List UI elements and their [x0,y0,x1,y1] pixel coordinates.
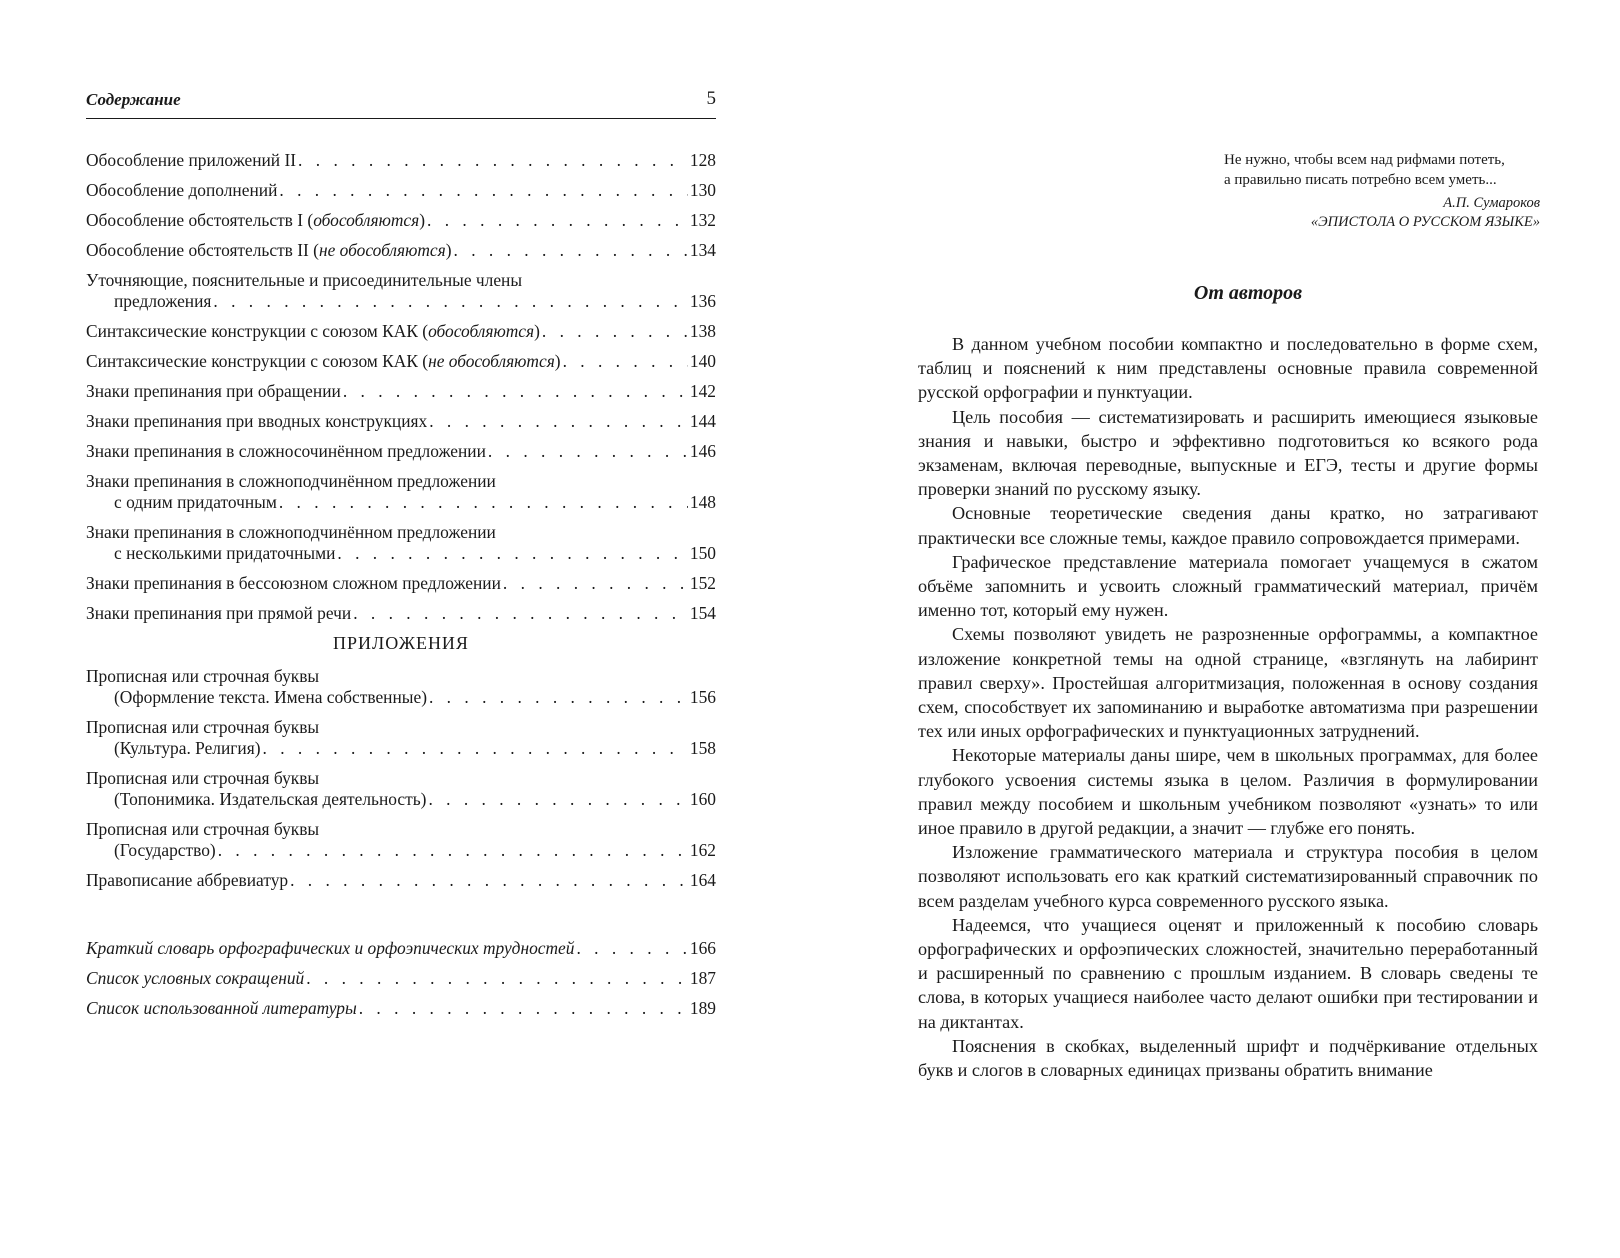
running-head-title: Содержание [86,90,181,109]
toc-entry[interactable]: Знаки препинания при обращении . . . 142 [86,381,716,402]
toc-entry[interactable]: Прописная или строчная буквы (Культура. Религия) . . . 158 [86,717,716,759]
toc-entry[interactable]: Синтаксические конструкции с союзом КАК (не обособляются) . . . 140 [86,351,716,372]
toc-entry[interactable]: Обособление дополнений . . . 130 [86,180,716,201]
toc-entry[interactable]: Знаки препинания в сложноподчинённом предложении с несколькими придаточными . . . 150 [86,522,716,564]
appendix-heading: ПРИЛОЖЕНИЯ [333,633,469,653]
toc-entry[interactable]: Обособление приложений II . . . 128 [86,150,716,171]
page-number: 5 [706,88,716,109]
toc-entry[interactable]: Обособление обстоятельств II (не обособляются) . . . 134 [86,240,716,261]
paragraph: Графическое представление материала помогает учащемуся в сжатом объёме запомнить и усвоить сложный грамматический материал, причём именно тот, который ему нужен. [918,551,1538,621]
paragraph: Изложение грамматического материала и структура пособия в целом позволяют использовать его как краткий систематизированный справочник по всем разделам учебного курса современного русского языка. [918,842,1538,911]
running-head [86,90,716,119]
epigraph-author: А.П. Сумароков [1443,195,1540,211]
toc-entry[interactable]: Краткий словарь орфографических и орфоэпических трудностей . . . 166 [86,938,716,959]
epigraph [1224,150,1540,232]
toc-entry[interactable]: Знаки препинания при прямой речи . . . 154 [86,603,716,624]
paragraph: Пояснения в скобках, выделенный шрифт и подчёркивание отдельных букв и слогов в словарных единицах призваны обратить внимание [918,1035,1538,1081]
table-of-contents [86,150,716,1028]
toc-entry[interactable]: Список условных сокращений . . . 187 [86,968,716,989]
toc-entry[interactable]: Прописная или строчная буквы (Оформление текста. Имена собственные) . . . 156 [86,666,716,708]
toc-entry[interactable]: Правописание аббревиатур . . . 164 [86,870,716,891]
paragraph: Некоторые материалы даны шире, чем в школьных программах, для более глубокого усвоения системы языка в целом. Различия в формулировании правил между пособием и школьным учебником позволяют «узнать» то или иное правило в другой редакции, а значит — глубже его понять. [918,745,1538,839]
paragraph: Надеемся, что учащиеся оценят и приложенный к пособию словарь орфографических и орфоэпических сложностей, значительно переработанный и расширенный по сравнению с прошлым изданием. В словарь сведены те слова, в которых учащиеся наиболее часто делают ошибки при тестировании и на диктантах. [918,914,1538,1032]
toc-entry[interactable]: Синтаксические конструкции с союзом КАК (обособляются) . . . 138 [86,321,716,342]
section-heading: От авторов [1193,282,1303,304]
paragraph: Схемы позволяют увидеть не разрозненные орфограммы, а компактное изложение конкретной темы на одной странице, «взглянуть на лабиринт правил сверху». Простейшая алгоритмизация, положенная в основу создания схем, способствует их запоминанию и выработке автоматизма при разрешении тех или иных орфографических и пунктуационных затруднений. [918,624,1538,742]
toc-entry[interactable]: Прописная или строчная буквы (Топонимика. Издательская деятельность) . . . 160 [86,768,716,810]
toc-entry[interactable]: Уточняющие, пояснительные и присоединительные члены предложения . . . 136 [86,270,716,312]
epigraph-work: «ЭПИСТОЛА О РУССКОМ ЯЗЫКЕ» [1310,214,1540,230]
epigraph-line: Не нужно, чтобы всем над рифмами потеть, [1224,152,1505,168]
body-text [918,332,1538,1082]
toc-entry[interactable]: Знаки препинания в бессоюзном сложном предложении . . . 152 [86,573,716,594]
paragraph: Цель пособия — систематизировать и расширить имеющиеся языковые знания и навыки, быстро и эффективно подготовиться ко всякого рода экзаменам, включая переводные, выпускные и ЕГЭ, тесты и другие формы проверки знаний по русскому языку. [918,406,1538,500]
spacer [86,900,716,938]
epigraph-line: а правильно писать потребно всем уметь... [1224,172,1497,188]
toc-entry[interactable]: Обособление обстоятельств I (обособляются) . . . 132 [86,210,716,231]
toc-entry[interactable]: Знаки препинания при вводных конструкциях . . . 144 [86,411,716,432]
toc-entry[interactable]: Прописная или строчная буквы (Государство) . . . 162 [86,819,716,861]
paragraph: Основные теоретические сведения даны кратко, но затрагивают практически все сложные темы, каждое правило сопровождается примерами. [918,503,1538,548]
right-page [800,0,1620,1258]
paragraph: В данном учебном пособии компактно и последовательно в форме схем, таблиц и пояснений к ним представлены основные правила современной русской орфографии и пунктуации. [918,334,1538,403]
toc-entry[interactable]: Знаки препинания в сложносочинённом предложении . . . 146 [86,441,716,462]
toc-entry[interactable]: Список использованной литературы . . . 189 [86,998,716,1019]
left-page [0,0,800,1258]
toc-entry[interactable]: Знаки препинания в сложноподчинённом предложении с одним придаточным . . . 148 [86,471,716,513]
